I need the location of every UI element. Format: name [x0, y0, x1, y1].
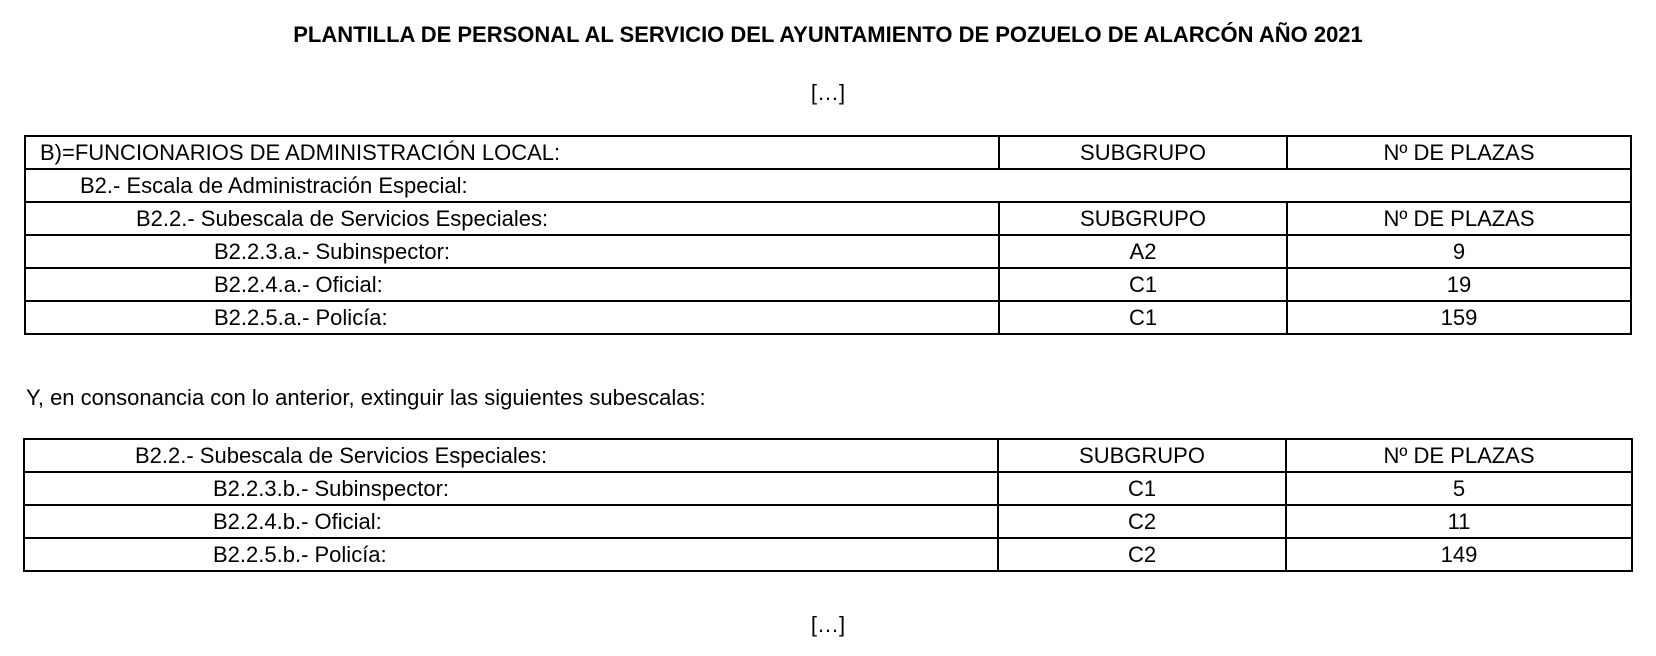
- staff-table-current: [24, 135, 1632, 335]
- row-subgrupo: C1: [999, 268, 1287, 301]
- row-subgrupo: C1: [999, 301, 1287, 334]
- subescala-label: B2.2.- Subescala de Servicios Especiales:: [24, 439, 998, 472]
- row-plazas: 19: [1287, 268, 1631, 301]
- row-plazas: 5: [1286, 472, 1632, 505]
- row-label: B2.2.3.b.- Subinspector:: [24, 472, 998, 505]
- extinction-paragraph: Y, en consonancia con lo anterior, extinguir las siguientes subescalas:: [26, 385, 706, 410]
- row-subgrupo: A2: [999, 235, 1287, 268]
- header-subgrupo: SUBGRUPO: [998, 439, 1286, 472]
- row-plazas: 9: [1287, 235, 1631, 268]
- subescala-subgrupo-header: SUBGRUPO: [999, 202, 1287, 235]
- row-label: B2.2.3.a.- Subinspector:: [25, 235, 999, 268]
- header-plazas: Nº DE PLAZAS: [1287, 136, 1631, 169]
- row-plazas: 159: [1287, 301, 1631, 334]
- subescala-plazas-header: Nº DE PLAZAS: [1287, 202, 1631, 235]
- row-subgrupo: C2: [998, 538, 1286, 571]
- subescala-row: [25, 202, 1631, 235]
- table-row: [24, 538, 1632, 571]
- escala-row: [25, 169, 1631, 202]
- row-label: B2.2.5.a.- Policía:: [25, 301, 999, 334]
- row-label: B2.2.4.a.- Oficial:: [25, 268, 999, 301]
- row-subgrupo: C1: [998, 472, 1286, 505]
- header-label: B)=FUNCIONARIOS DE ADMINISTRACIÓN LOCAL:: [25, 136, 999, 169]
- subescala-row: [24, 439, 1632, 472]
- escala-label: B2.- Escala de Administración Especial:: [25, 169, 1631, 202]
- table-header-row: [25, 136, 1631, 169]
- ellipsis-bottom: […]: [810, 612, 846, 637]
- table-row: [25, 301, 1631, 334]
- table-row: [25, 235, 1631, 268]
- header-plazas: Nº DE PLAZAS: [1286, 439, 1632, 472]
- subescala-label: B2.2.- Subescala de Servicios Especiales:: [25, 202, 999, 235]
- row-plazas: 11: [1286, 505, 1632, 538]
- row-label: B2.2.4.b.- Oficial:: [24, 505, 998, 538]
- staff-table-extinguished: [23, 438, 1633, 572]
- table-row: [25, 268, 1631, 301]
- table-row: [24, 505, 1632, 538]
- header-subgrupo: SUBGRUPO: [999, 136, 1287, 169]
- row-subgrupo: C2: [998, 505, 1286, 538]
- document-title: PLANTILLA DE PERSONAL AL SERVICIO DEL AYUNTAMIENTO DE POZUELO DE ALARCÓN AÑO 2021: [293, 22, 1363, 47]
- table-row: [24, 472, 1632, 505]
- ellipsis-top: […]: [810, 80, 846, 105]
- row-label: B2.2.5.b.- Policía:: [24, 538, 998, 571]
- row-plazas: 149: [1286, 538, 1632, 571]
